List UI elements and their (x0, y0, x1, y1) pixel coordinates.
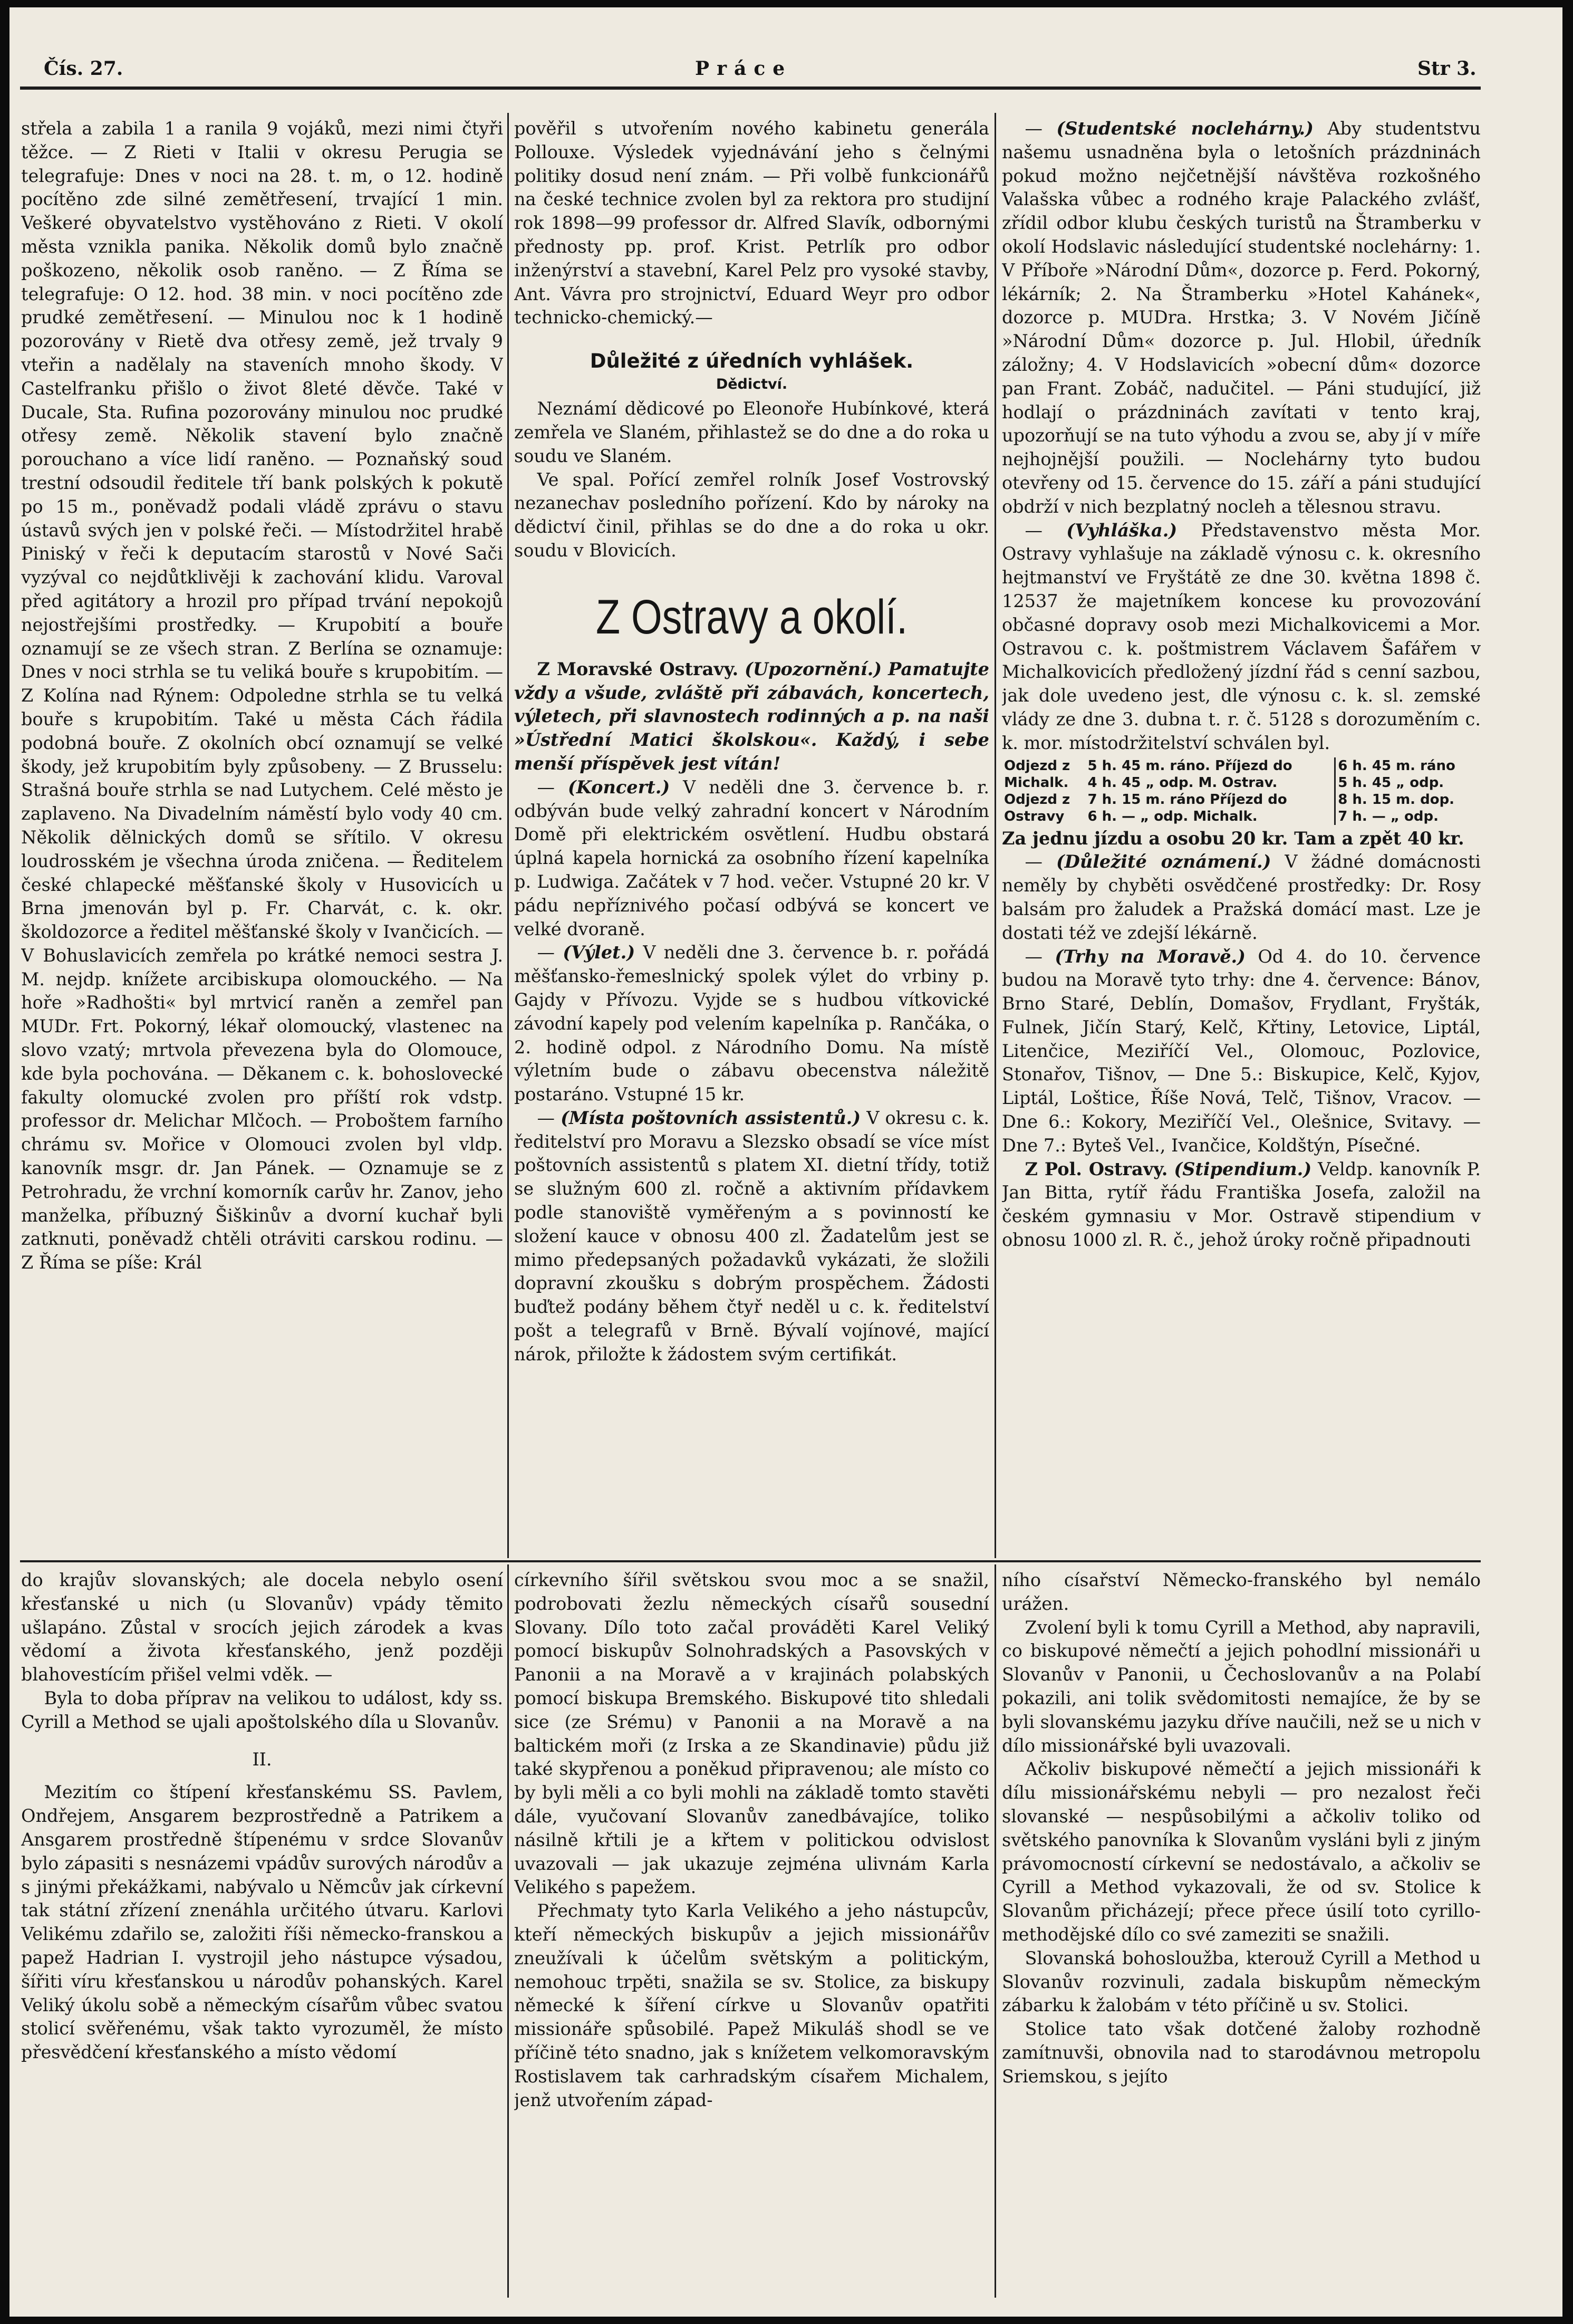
header-rule (20, 87, 1481, 90)
item-tag: (Místa poštovních assistentů.) (561, 1107, 861, 1128)
feuilleton-paragraph: Stolice tato však dotčené žaloby rozhodně zamítnuvši, obnovila nad to starodávnou metropolu Sriemskou, s jejíto (1002, 2019, 1481, 2087)
item-text: Od 4. do 10. července budou na Moravě tyto trhy: dne 4. července: Bánov, Brno Staré, Deblín, Domašov, Frydlant, Fryšták, Fulnek, Jičín Starý, Kelč, Křtiny, Letovice, Liptál, Litenčice, Meziříčí Vel., Olomouc, Pozlovice, Stonařov, Tišnov, — Dne 5.: Biskupice, Kelč, Kyjov, Liptál, Loštice, Říše Nová, Telč, Tišnov, Vracov. — Dne 6.: Kokory, Meziříčí Vel., Olešnice, Svitavy. — Dne 7.: Byteš Vel., Ivančice, Koldštýn, Písečné. (1002, 946, 1481, 1156)
section-title: Důležité z úředních vyhlášek. (590, 350, 914, 373)
feuilleton-paragraph: Ačkoliv biskupové němečtí a jejich missionáři k dílu missionářskému nebyli — pro nezalost řeči slovanské — nespůsobilými a ačkoliv toliko od světského panovníka k Slovanům vysláni byli z jiným právomocností církevní se nedostávalo, a ačkoliv se Cyrill a Method vykazovali, že od sv. Stolice k Slovanům přicházejí; přece přece úsilí toto cyrillo-methodějské dílo co své zameziti se snažili. (1002, 1759, 1481, 1945)
news-column-3: — (Studentské noclehárny.) Aby studentstvu našemu usnadněna byla o letošních prázdninách pokud možno nejčetnější návštěva rozkošného Valašska vůbec a rodného kraje Palackého zvlášť, zřídil odbor klubu českých turistů na Štramberku v okolí Hodslavic následující studentské noclehárny: 1. V Příboře »Národní Dům«, dozorce p. Ferd. Pokorný, lékárník; 2. Na Štramberku »Hotel Kahánek«, dozorce p. MUDra. Hrstka; 3. V Novém Jičíně »Národní Dům« dozorce p. Jul. Hlobil, úředník záložny; 4. V Hodslavicích »obecní dům« dozorce pan Frant. Zobáč, nadučitel. — Páni studující, již hodlají o prázdninách zavítati v tento kraj, upozorňují se na tuto výhodu a zvou se, aby jí v míře nejhojnější použili. — Noclehárny tyto budou otevřeny od 15. července do 15. září a páni studující obdrží v nich bezplatný nocleh a tělesnou stravu. — (Vyhláška.) Představenstvo města Mor. Ostravy vyhlašuje na základě výnosu c. k. okresního hejtmanství ve Fryštátě ze dne 30. května 1898 č. 12537 že majetníkem koncese ku provozování občasné dopravy osob mezi Michalkovicemi a Mor. Ostravou c. k. poštmistrem Václavem Šafářem v Michalkovicích předložený jízdní řád s cenní sazbou, jak dole uvedeno jest, dle výnosu c. k. sl. zemské vlády ze dne 3. dubna t. r. č. 5128 s dorozuměním c. k. mor. místodržitelství schválen byl. Odjezd z 5 h. 45 m. ráno. Příjezd do 6 h. 45 m. ráno Michalk. 4 h. 45 „ odp. M. Ostrav. 5 h. 45 „ odp. Odjezd z 7 h. 15 m. ráno Příjezd do 8 h. 15 m. dop. Ostravy 6 h. — „ odp. Michalk. 7 h. — „ odp. Za jednu jízdu a osobu 20 kr. Tam a zpět 40 kr. — (Důležité oznámení.) V žádné domácnosti neměly by chyběti osvědčené prostředky: Dr. Rosy balsám pro žaludek a Pražská domácí mast. Lze je dostati též ve zdejší lékárně. — (Trhy na Moravě.) Od 4. do 10. července budou na Moravě tyto trhy: dne 4. července: Bánov, Brno Staré, Deblín, Domašov, Frydlant, Fryšták, Fulnek, Jičín Starý, Kelč, Křtiny, Letovice, Liptál, Litenčice, Meziříčí Vel., Olomouc, Pozlovice, Stonařov, Tišnov, — Dne 5.: Biskupice, Kelč, Kyjov, Liptál, Loštice, Říše Nová, Telč, Tišnov, Vracov. — Dne 6.: Kokory, Meziříčí Vel., Olešnice, Svitavy. — Dne 7.: Byteš Vel., Ivančice, Koldštýn, Písečné. Z Pol. Ostravy. (Stipendium.) Veldp. kanovník P. Jan Bitta, rytíř řádu Františka Josefa, založil na českém gymnasiu v Mor. Ostravě stipendium v obnosu 1000 zl. R. č., jehož úroky ročně připadnouti (1002, 118, 1481, 1251)
feuilleton-paragraph: církevního šířil světskou svou moc a se snažil, podrobovati žezlu německých císařů sousední Slovany. Dílo toto začal prováděti Karel Veliký pomocí biskupův Solnohradských a Pasovských v Panonii a na Moravě a v krajinách polabských pomocí biskupa Bremského. Biskupové tito shledali sice (ze Srému) v Panonii a na Moravě a na baltickém moři (z Irska a ze Skandinavie) půdu již také skypřenou a poněkud připravenou; ale místo co by byli měli a co byli mohli na základě tomto stavěti dále, vyučovaní Slovanův zanedbávajíce, toliko násilně křtili je a křtem v politickou odvislost uvazovali — jak ukazuje zejména ulivnám Karla Velikého s papežem. (514, 1570, 989, 1898)
column-rule-1 (507, 113, 509, 1558)
column-rule-2 (995, 113, 996, 1558)
news-column-1 (21, 117, 503, 1553)
feuilleton-paragraph: Slovanská bohosloužba, kterouž Cyrill a Method u Slovanův rozvinuli, zadala biskupům německým zábarku k žalobám v této příčině u sv. Stolici. (1002, 1947, 1481, 2016)
page-number: Str 3. (1417, 57, 1477, 80)
feuilleton-paragraph: Přechmaty tyto Karla Velikého a jeho nástupcův, kteří německých biskupův a jejich missionářův zneužívali k účelům světským a politickým, nemohouc trpěti, snažila se sv. Stolice, za biskupy německé k šíření církve u Slovanův opatřiti missionáře spůsobilé. Papež Mikuláš shodl se ve příčině této snadno, jak s knížetem velkomoravským Rostislavem tak carhradským císařem Michalem, jenž utvořením západ- (514, 1900, 989, 2110)
timetable-cell: 7 h. — „ odp. (1338, 808, 1439, 824)
chapter-number: II. (252, 1749, 272, 1770)
timetable-row (1002, 808, 1481, 825)
item-text: Aby studentstvu našemu usnadněna byla o letošních prázdninách pokud možno nejčetnější návštěva rozkošného Valašska vůbec a rodného kraje Palackého zvlášť, zřídil odbor klubu českých turistů na Štramberku v okolí Hodslavic následující studentské noclehárny: 1. V Příboře »Národní Dům«, dozorce p. Ferd. Pokorný, lékárník; 2. Na Štramberku »Hotel Kahánek«, dozorce p. MUDra. Hrstka; 3. V Novém Jičíně »Národní Dům« dozorce p. Jul. Hlobil, úředník záložny; 4. V Hodslavicích »obecní dům« dozorce pan Frant. Zobáč, nadučitel. — Páni studující, již hodlají o prázdninách zavítati v tento kraj, upozorňují se na tuto výhodu a zvou se, aby jí v míře nejhojnější použili. — Noclehárny tyto budou otevřeny od 15. července do 15. září a páni studující obdrží v nich bezplatný nocleh a tělesnou stravu. (1002, 118, 1481, 517)
item-text: Představenstvo města Mor. Ostravy vyhlašuje na základě výnosu c. k. okresního hejtmanství ve Fryštátě ze dne 30. května 1898 č. 12537 že majetníkem koncese ku provozování občasné dopravy osob mezi Michalkovicemi a Mor. Ostravou c. k. poštmistrem Václavem Šafářem v Michalkovicích předložený jízdní řád s cenní sazbou, jak dole uvedeno jest, dle výnosu c. k. sl. zemské vlády ze dne 3. dubna t. r. č. 5128 s dorozuměním c. k. mor. místodržitelství schválen byl. (1002, 520, 1481, 753)
section-divider (20, 1560, 1481, 1562)
masthead-title: Práce (695, 57, 793, 80)
column-rule-3 (507, 1564, 509, 2298)
item-tag: (Upozornění.) (745, 658, 882, 679)
fare-line: Za jednu jízdu a osobu 20 kr. Tam a zpět 40 kr. (1002, 828, 1464, 849)
feuilleton-column-2 (514, 1569, 989, 2291)
feuilleton-column-1 (21, 1569, 503, 2291)
issue-number: Čís. 27. (44, 57, 123, 80)
regional-heading: Z Ostravy a okolí. (595, 590, 908, 644)
timetable-cell: 4 h. 45 „ odp. M. Ostrav. (1086, 774, 1335, 791)
feuilleton-paragraph: Zvolení byli k tomu Cyrill a Method, aby napravili, co biskupové němečtí a jejich pohodlní missionáři u Slovanův v Panonii, u Čechoslovanův a na Polabí pokazili, ani tolik svědomitosti nemajíce, že by se byli slovanskému jazyku dříve naučili, než se u nich v dílo missionářské byli uvazovali. (1002, 1617, 1481, 1756)
timetable-cell: 5 h. 45 „ odp. (1338, 774, 1444, 791)
timetable-cell: Odjezd z (1004, 791, 1070, 808)
item-text: V neděli dne 3. července b. r. pořádá měšťansko-řemeslnický spolek výlet do vrbiny p. Gajdy v Přívozu. Vyjde se s hudbou vítkovické závodní kapely pod velením kapelníka p. Rančáka, o 2. hodině odpol. z Národního Domu. Na místě výletním bude o zábavu obecenstva náležitě postaráno. Vstupné 15 kr. (514, 942, 989, 1105)
news-paragraph: střela a zabila 1 a ranila 9 vojáků, mezi nimi čtyři těžce. — Z Rieti v Italii v okresu Perugia se telegrafuje: Dnes v noci na 28. t. m, o 12. hodině pocítěno zde silné zemětřesení, trvající 1 min. Veškeré obyvatelstvo vystěhováno z Rieti. V okolí města vznikla panika. Několik domů bylo značně poškozeno, několik osob raněno. — Z Říma se telegrafuje: O 12. hod. 38 min. v noci pocítěno zde prudké zemětřesení. — Minulou noc k 1 hodině pozorovány v Rietě dva otřesy země, jež trvaly 9 vteřin a nadělaly na staveních mnoho škody. V Castelfranku přišlo o život 8leté děvče. Také v Ducale, Sta. Rufina pozorovány minulou noc prudké otřesy země. Několik stavení bylo značně porouchano a více lidí raněno. — Poznaňský soud trestní odsoudil ředitele tří bank polských k pokutě po 15 m., poněvadž podali vládě zprávu o stavu ústavů svých jen v polské řeči. — Místodržitel hrabě Piniský v řeči k deputacím starostů v Nové Sači vyzýval co nejdůtklivěji k zachování klidu. Varoval před agitátory a hrozil pro případ trvání nepokojů nejostřejšími prostředky. — Krupobití a bouře oznamují se ze všech stran. Z Berlína se oznamuje: Dnes v noci strhla se tu veliká bouře s krupobitím. — Z Kolína nad Rýnem: Odpoledne strhla se tu velká bouře s krupobitím. Také u města Cách řádila podobná bouře. Z okolních obcí oznamují se velké škody, jež krupobitím byly způsobeny. — Z Brusselu: Strašná bouře strhla se nad Lutychem. Celé město je zaplaveno. Na Divadelním náměstí bylo vody 40 cm. Několik dělnických domů se sřítilo. V okresu loudrosském je všechna úroda zničena. — Ředitelem české chlapecké měšťanské školy v Husovicích u Brna jmenován byl p. Fr. Charvát, c. k. okr. školdozorce a ředitel měšťanské školy v Ivančicích. — V Bohuslavicích zemřela po krátké nemoci sestra J. M. nejdp. knížete arcibiskupa olomouckého. — Na hoře »Radhošti« byl mrtvicí raněn a zemřel pan MUDr. Frt. Pokorný, lékař olomoucký, vlastenec na slovo vzatý; mrtvola převezena byla do Olomouce, kde byla pochována. — Děkanem c. k. bohoslovecké fakulty olomucké zvolen pro příští rok vdstp. professor dr. Melichar Mlčoch. — Proboštem farního chrámu sv. Mořice v Olomouci zvolen byl vldp. kanovník msgr. dr. Jan Pánek. — Oznamuje se z Petrohradu, že vrchní komorník carův hr. Zanov, jeho manželka, příbuzný Šiškinův a dvorní kuchař byli zatknuti, poněvadž chtěli otráviti carskou rodinu. — Z Říma se píše: Král (21, 118, 503, 1273)
item-tag: (Trhy na Moravě.) (1055, 946, 1246, 967)
timetable-cell: 6 h. 45 m. ráno (1338, 757, 1455, 774)
feuilleton-column-3 (1002, 1569, 1481, 2291)
item-tag: (Stipendium.) (1174, 1158, 1312, 1179)
timetable-cell: 8 h. 15 m. dop. (1338, 791, 1455, 808)
bus-timetable (1002, 757, 1481, 825)
timetable-cell: Odjezd z (1004, 757, 1070, 774)
item-tag: (Vyhláška.) (1066, 520, 1178, 541)
timetable-cell: Michalk. (1004, 774, 1069, 791)
item-text: Veldp. kanovník P. Jan Bitta, rytíř řádu Františka Josefa, založil na českém gymnasiu v Mor. Ostravě stipendium v obnosu 1000 zl. R. č., jehož úroky ročně připadnouti (1002, 1158, 1481, 1251)
item-tag: (Výlet.) (563, 942, 635, 963)
news-column-2: pověřil s utvořením nového kabinetu generála Pollouxe. Výsledek vyjednávání jeho s čelnými politiky dosud není znám. — Při volbě funkcionářů na české technice zvolen byl za rektora pro studijní rok 1898—99 professor dr. Alfred Slavík, odbornými přednosty pp. prof. Krist. Petrlík pro odbor inženýrství a stavební, Karel Pelz pro vysoké stavby, Ant. Vávra pro strojnictví, Eduard Weyr pro odbor technicko-chemický.— Důležité z úředních vyhlášek. Dědictví. Neznámí dědicové po Eleonoře Hubínkové, která zemřela ve Slaném, přihlastež se do dne a do roka u soudu ve Slaném. Ve spal. Pořící zemřel rolník Josef Vostrovský nezanechav posledního pořízení. Kdo by nároky na dědictví činil, přihlas se do dne a do roka u okr. soudu v Blovicích. Z Ostravy a okolí. Z Moravské Ostravy. (Upozornění.) Pamatujte vždy a všude, zvláště při zábavách, koncertech, výletech, při slavnostech rodinných a p. na naši »Ústřední Matici školskou«. Každý, i sebe menší příspěvek jest vítán! — (Koncert.) V neděli dne 3. července b. r. odbýván bude velký zahradní koncert v Národním Domě při elektrickém osvětlení. Hudbu obstará úplná kapela hornická za osobního řízení kapelníka p. Ludwiga. Začátek v 7 hod. večer. Vstupné 20 kr. V pádu nepříznivého počasí odbývá se koncert ve velké dvoraně. — (Výlet.) V neděli dne 3. července b. r. pořádá měšťansko-řemeslnický spolek výlet do vrbiny p. Gajdy v Přívozu. Vyjde se s hudbou vítkovické závodní kapely pod velením kapelníka p. Rančáka, o 2. hodině odpol. z Národního Domu. Na místě výletním bude o zábavu obecenstva náležitě postaráno. Vstupné 15 kr. — (Místa poštovních assistentů.) V okresu c. k. ředitelství pro Moravu a Slezsko obsadí se více míst poštovních assistentů s platem XI. dietní třídy, totiž se služným 600 zl. ročně a aktivním přídavkem podle stanoviště vyměřeným a s povinností ke složení kauce v obnosu 400 zl. Žadatelům jest se mimo předepsaných požadavků vykázati, že složili dopravní zkoušku s dobrým prospěchem. Žádosti buďtež podány během čtyř neděl u c. k. ředitelství pošt a telegrafů v Brně. Bývalí vojínové, mající nárok, přiložte k žádostem svým certifikát. (514, 118, 989, 1365)
timetable-cell: 5 h. 45 m. ráno. Příjezd do (1086, 757, 1335, 774)
appeal-text: Pamatujte vždy a všude, zvláště při zábavách, koncertech, výletech, při slavnostech rodinných a p. na naši »Ústřední Matici školskou«. Každý, i sebe menší příspěvek jest vítán! (514, 658, 989, 774)
item-text: V neděli dne 3. července b. r. odbýván bude velký zahradní koncert v Národním Domě při elektrickém osvětlení. Hudbu obstará úplná kapela hornická za osobního řízení kapelníka p. Ludwiga. Začátek v 7 hod. večer. Vstupné 20 kr. V pádu nepříznivého počasí odbývá se koncert ve velké dvoraně. (514, 776, 989, 939)
notice-paragraph: Ve spal. Pořící zemřel rolník Josef Vostrovský nezanechav posledního pořízení. Kdo by nároky na dědictví činil, přihlas se do dne a do roka u okr. soudu v Blovicích. (514, 469, 989, 561)
notice-paragraph: Neznámí dědicové po Eleonoře Hubínkové, která zemřela ve Slaném, přihlastež se do dne a do roka u soudu ve Slaném. (514, 398, 989, 466)
item-tag: (Důležité oznámení.) (1056, 851, 1271, 872)
timetable-cell: 6 h. — „ odp. Michalk. (1086, 808, 1335, 825)
timetable-row (1002, 757, 1481, 774)
dateline: Z Moravské Ostravy. (537, 658, 739, 679)
feuilleton-paragraph: ního císařství Německo-franského byl nemálo urážen. (1002, 1570, 1481, 1614)
dateline: Z Pol. Ostravy. (1025, 1158, 1168, 1179)
newspaper-page (9, 7, 1562, 2317)
item-text: V okresu c. k. ředitelství pro Moravu a Slezsko obsadí se více míst poštovních assistentů s platem XI. dietní třídy, totiž se služným 600 zl. ročně a aktivním přídavkem podle stanoviště vyměřeným a s povinností ke složení kauce v obnosu 400 zl. Žadatelům jest se mimo předepsaných požadavků vykázati, že složili dopravní zkoušku s dobrým prospěchem. Žádosti buďtež podány během čtyř neděl u c. k. ředitelství pošt a telegrafů v Brně. Bývalí vojínové, mající nárok, přiložte k žádostem svým certifikát. (514, 1107, 989, 1365)
item-tag: (Studentské noclehárny.) (1056, 118, 1314, 139)
item-text: V žádné domácnosti neměly by chyběti osvědčené prostředky: Dr. Rosy balsám pro žaludek a Pražská domácí mast. Lze je dostati též ve zdejší lékárně. (1002, 851, 1481, 943)
column-rule-4 (995, 1564, 996, 2298)
news-paragraph: pověřil s utvořením nového kabinetu generála Pollouxe. Výsledek vyjednávání jeho s čelnými politiky dosud není znám. — Při volbě funkcionářů na české technice zvolen byl za rektora pro studijní rok 1898—99 professor dr. Alfred Slavík, odbornými přednosty pp. prof. Krist. Petrlík pro odbor inženýrství a stavební, Karel Pelz pro vysoké stavby, Ant. Vávra pro strojnictví, Eduard Weyr pro odbor technicko-chemický.— (514, 118, 989, 328)
feuilleton-paragraph: Mezitím co štípení křesťanskému SS. Pavlem, Ondřejem, Ansgarem bezprostředně a Patrikem a Ansgarem prostředně štípenému v srdce Slovanův bylo zápasiti s nesnázemi vpádův surových národův a s jinými překážkami, nabývalo u Němcův jak církevní tak státní zřízení znenáhla určitého útvaru. Karlovi Velikému zdařilo se, založiti říši německo-franskou a papež Hadrian I. vystrojil jeho nástupce výsadou, šířiti víru křesťanskou u národův pohanských. Karel Veliký úkolu sobě a německým císařům vůbec svatou stolicí svěřenému, však takto vyrozuměl, že místo přesvědčení křesťanského a místo vědomí (21, 1782, 503, 2063)
timetable-row (1002, 774, 1481, 791)
timetable-cell: Ostravy (1004, 808, 1065, 824)
item-tag: (Koncert.) (567, 776, 670, 798)
timetable-cell: 7 h. 15 m. ráno Příjezd do (1086, 791, 1335, 808)
feuilleton-paragraph: Byla to doba příprav na velikou to událost, kdy ss. Cyrill a Method se ujali apoštolského díla u Slovanův. (21, 1687, 503, 1732)
feuilleton-paragraph: do krajův slovanských; ale docela nebylo osení křesťanské u nich (u Slovanův) vpády těmito ušlapáno. Zůstal v srocích jejich zárodek a kvas vědomí a života křesťanského, jenž později blahovestícím přišel velmi vděk. — (21, 1570, 503, 1685)
subsection-title: Dědictví. (716, 376, 788, 393)
timetable-row (1002, 791, 1481, 808)
